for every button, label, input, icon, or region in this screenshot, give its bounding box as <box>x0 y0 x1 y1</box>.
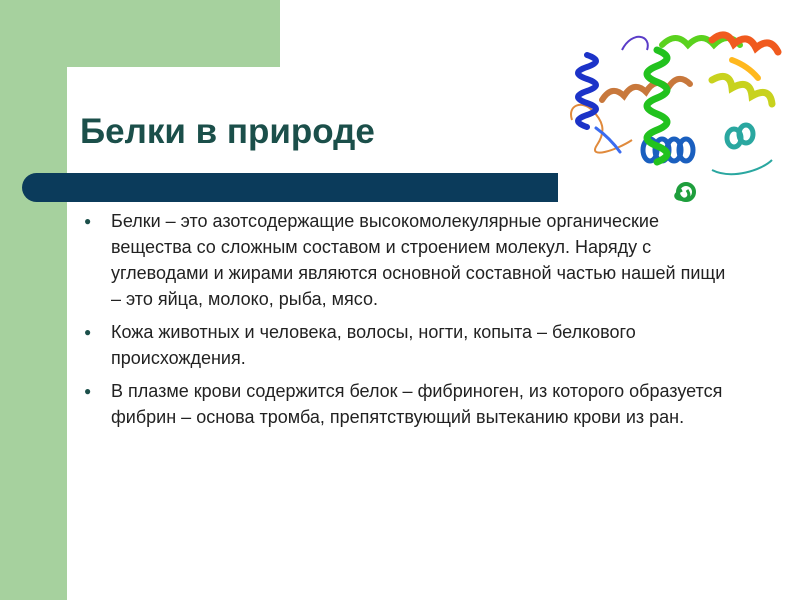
green-side-band <box>0 0 67 600</box>
green-top-band <box>0 0 280 67</box>
slide-title: Белки в природе <box>80 112 375 151</box>
title-underline-bar <box>22 173 558 202</box>
bullet-list <box>80 208 730 437</box>
bullet-icon: ● <box>84 214 92 228</box>
protein-structure-icon <box>562 20 794 210</box>
bullet-icon: ● <box>84 325 92 339</box>
bullet-text: В плазме крови содержится белок – фибриноген, из которого образуется фибрин – основа тромба, препятствующий вытеканию крови из ран. <box>111 381 723 427</box>
bullet-item <box>80 378 730 430</box>
bullet-item <box>80 319 730 371</box>
bullet-text: Кожа животных и человека, волосы, ногти, копыта – белкового происхождения. <box>111 322 636 368</box>
bullet-item <box>80 208 730 312</box>
bullet-text: Белки – это азотсодержащие высокомолекулярные органические вещества со сложным составом и строением молекул. Наряду с углеводами и жирами являются основной составной частью нашей пищи – это яйца, молоко, рыба, мясо. <box>111 211 726 309</box>
bullet-icon: ● <box>84 384 92 398</box>
